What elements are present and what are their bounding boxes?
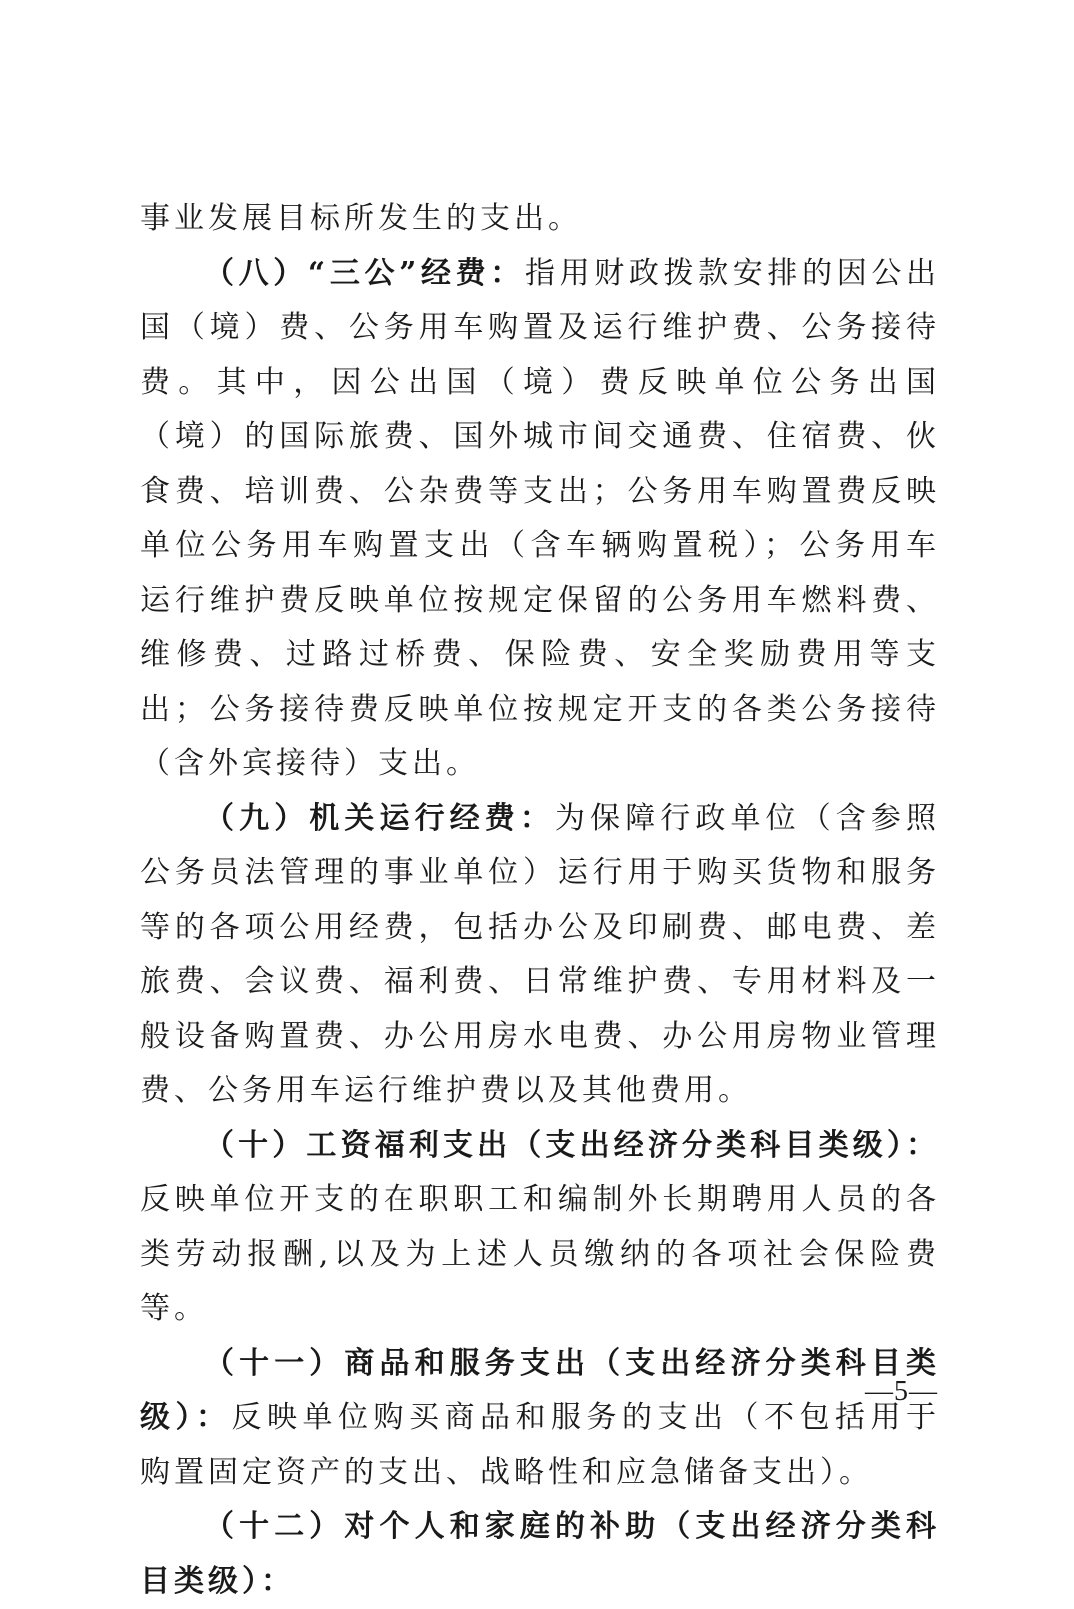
paragraph-text: 为保障行政单位（含参照公务员法管理的事业单位）运行用于购买货物和服务等的各项公用经费，包括办公及印刷费、邮电费、差旅费、会议费、福利费、日常维护费、专用材料及一般设备购置费、办公用房水电费、办公用房物业管理费、公务用车运行维护费以及其他费用。: [140, 800, 940, 1108]
paragraph-heading: （十）工资福利支出（支出经济分类科目类级）：: [204, 1127, 940, 1163]
paragraph-continuation: [140, 192, 940, 247]
document-body: [140, 192, 940, 1609]
paragraph-text: 事业发展目标所发生的支出。: [140, 201, 582, 236]
paragraph-heading: （十二）对个人和家庭的补助（支出经济分类科目类级）：: [140, 1509, 940, 1599]
paragraph-text: 反映单位开支的在职职工和编制外长期聘用人员的各类劳动报酬,以及为上述人员缴纳的各项社会保险费等。: [140, 1182, 940, 1326]
paragraph-wage-welfare: [140, 1119, 940, 1337]
paragraph-heading: （九）机关运行经费：: [204, 800, 555, 836]
paragraph-text: 指用财政拨款安排的因公出国（境）费、公务用车购置及运行维护费、公务接待费。其中，因公出国（境）费反映单位公务出国（境）的国际旅费、国外城市间交通费、住宿费、伙食费、培训费、公杂费等支出；公务用车购置费反映单位公务用车购置支出（含车辆购置税）；公务用车运行维护费反映单位按规定保留的公务用车燃料费、维修费、过路过桥费、保险费、安全奖励费用等支出；公务接待费反映单位按规定开支的各类公务接待（含外宾接待）支出。: [140, 255, 941, 781]
paragraph-agency-operating-expenses: [140, 792, 940, 1119]
paragraph-heading: （八）“三公”经费：: [204, 255, 525, 291]
paragraph-heading: （十一）商品和服务支出（支出经济分类科目类级）：: [140, 1345, 940, 1435]
paragraph-goods-services: [140, 1337, 940, 1501]
paragraph-text: 反映单位购买商品和服务的支出（不包括用于购置固定资产的支出、战略性和应急储备支出）。: [140, 1400, 940, 1490]
paragraph-household-subsidy: [140, 1500, 940, 1609]
paragraph-three-public-expenses: [140, 247, 940, 792]
page-number: —5—: [865, 1376, 938, 1407]
